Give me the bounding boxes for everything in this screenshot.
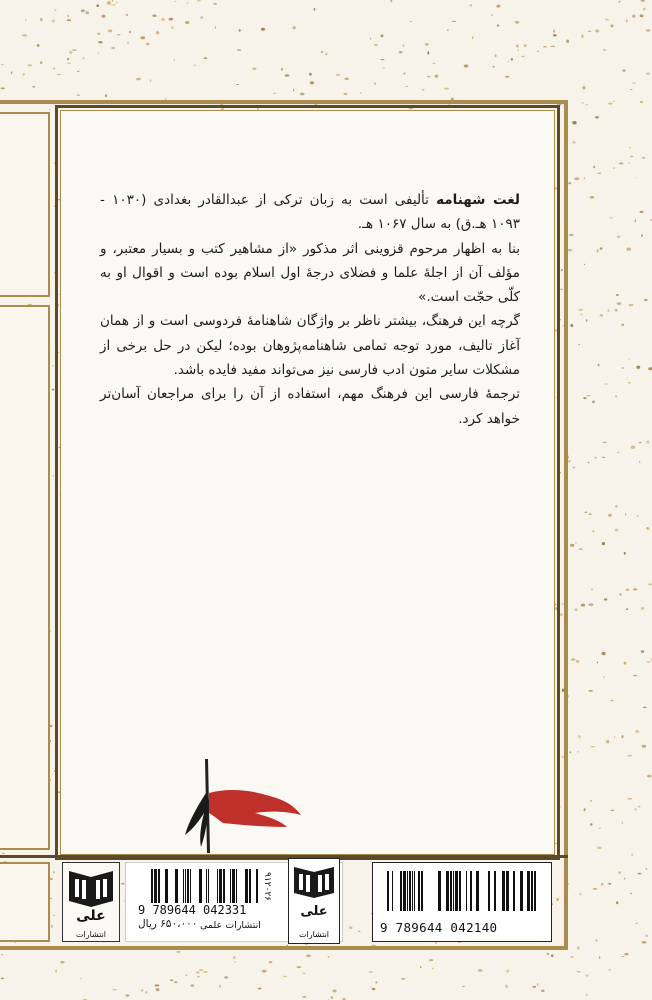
flag-red-cloth — [209, 790, 301, 827]
book-logo-icon — [63, 863, 119, 923]
back-cover-blurb — [100, 188, 520, 431]
publisher-logo — [62, 862, 120, 942]
barcode-bars — [387, 871, 537, 911]
sticker-logo-label: انتشارات — [298, 930, 330, 939]
sticker-publisher: انتشارات علمی — [200, 920, 261, 931]
flag-black-cloth — [185, 793, 209, 847]
sticker-logo-name: علی — [300, 904, 328, 919]
book-title: لغت شهنامه — [436, 192, 520, 208]
sticker-price: ۶۵۰،۰۰۰ ریال — [138, 918, 198, 930]
sticker-publisher-logo — [288, 858, 340, 944]
sticker-code: ۹۱۲۰۲۶ — [262, 872, 272, 902]
publisher-logo-label: انتشارات — [75, 930, 107, 939]
sticker-book-logo-icon — [289, 859, 339, 921]
blurb-paragraph-3: گرچه این فرهنگ، بیشتر ناظر بر واژگان شاهنامهٔ فردوسی است و از همان آغاز تالیف، مورد توجه تمامی شاهنامه‌پژوهان بوده؛ لیکن در حل برخی از مشکلات سایر متون ادب فارسی نیز می‌تواند مفید فایده باشد. — [100, 313, 520, 379]
sticker-barcode — [138, 869, 258, 905]
blurb-paragraph-1-text: تألیفی است به زبان ترکی از عبدالقادر بغدادی (۱۰۳۰ - ۱۰۹۳ هـ.ق) به سال ۱۰۶۷ هـ. — [100, 192, 520, 233]
flag-illustration — [175, 755, 305, 855]
barcode-isbn: 9 789644 042140 — [380, 920, 498, 935]
blurb-paragraph-4: ترجمهٔ فارسی این فرهنگ مهم، استفاده از آن را برای مراجعان آسان‌تر خواهد کرد. — [100, 386, 520, 427]
blurb-paragraph-1 — [100, 188, 520, 237]
blurb-paragraph-2: بنا به اظهار مرحوم قزوینی اثر مذکور «از مشاهیر کتب و بسیار معتبر، و مؤلف آن از اجلهٔ علما و فضلای درجهٔ اول اسلام بوده است و اقوال او به کلّی حجّت است.» — [100, 240, 520, 306]
sticker-isbn: 9 789644 042331 — [138, 903, 247, 917]
publisher-logo-name: علی — [76, 908, 106, 923]
